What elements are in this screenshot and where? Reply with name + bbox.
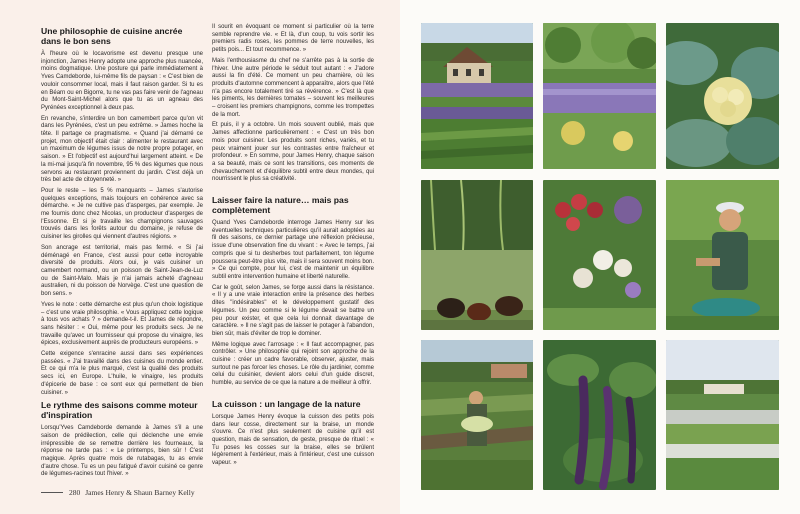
photo-radishes-harvest — [543, 180, 656, 330]
photo-purple-beans — [543, 340, 656, 490]
footer-rule — [41, 492, 63, 493]
section-heading: Le rythme des saisons comme moteur d'inspiration — [41, 400, 198, 421]
body-paragraph: Lorsqu'Yves Camdeborde demande à James s'il a une saison de prédilection, celle qui déclenche une envie irrépressible de se remettre derrière les fourneaux, la réponse ne tarde pas : « Le printemps, bien sûr ! C'est magique. Après quatre mois de rutabagas, tu as envie d'autre chose. Tu es un peu fatigué d'avoir cuisiné ce genre de légumes-racines tout l'hiver. » — [41, 425, 203, 478]
section-spacer — [212, 187, 374, 193]
photo-gardener-harvest — [421, 340, 533, 490]
section-heading: Une philosophie de cuisine ancrée dans le bon sens — [41, 26, 183, 46]
photo-gardener-portrait — [666, 180, 779, 330]
text-column-left — [41, 24, 203, 482]
body-paragraph: Pour le reste – les 5 % manquants – James s'autorise quelques exceptions, mais toujours en cohérence avec sa démarche. « Je ne cultive pas d'asperges, par exemple. Je me fournis donc chez Nicolas, un producteur d'asperges de l'Essonne. Et si je travaille les champignons sauvages trouvés dans les forêts autour du domaine, je refuse de cuisiner les girolles qui viennent d'autres régions. » — [41, 187, 203, 241]
section-heading: Laisser faire la nature… mais pas complètement — [212, 195, 349, 216]
page-footer — [41, 488, 195, 497]
body-paragraph: Son ancrage est territorial, mais pas fermé. « Si j'ai déménagé en France, c'est aussi pour cette incroyable diversité de produits. Alors oui, je vais cuisiner un camembert normand, ou un poisson de Saint-Jean-de-Luz ou de Saint-Malo. Mais je n'ai jamais acheté d'agneau australien, ni du poisson de Norvège. C'est une question de bon sens. » — [41, 244, 203, 298]
body-paragraph: Mais l'enthousiasme du chef ne s'arrête pas à la sortie de l'hiver. Une autre période le séduit tout autant : « J'adore aussi la fin d'été. Ce moment un peu charnière, où les produits d'automne commencent à apparaître, alors que l'été n'a pas encore totalement tiré sa révérence. » C'est là que les piments, les dernières tomates – souvent les meilleures – croisent les premiers champignons, comme les trompettes de la mort. — [212, 57, 374, 118]
body-paragraph: Yves le note : cette démarche est plus qu'un choix logistique – c'est une vraie philosophie. « Vous appliquez cette logique à tous vos achats ? » demande-t-il. Et James de répondre, sans hésiter : « Oui, même pour les produits secs. Je ne travaille qu'avec un fournisseur qui propose du vinaigre, les épices, exclusivement auprès de producteurs européens. » — [41, 301, 203, 347]
body-paragraph: Cette exigence s'enracine aussi dans ses expériences passées. « J'ai travaillé dans des cuisines du monde entier. Et ce qui m'a le plus marqué, c'est la qualité des produits secs ici, en Europe. L'huile, le vinaigre, les produits d'épicerie de base : ce sont eux qui permettent de bien cuisiner. » — [41, 351, 203, 396]
photo-chickens-meadow — [421, 180, 533, 330]
body-paragraph: Même logique avec l'arrosage : « Il faut accompagner, pas contrôler. » Une philosophie qui rejoint son approche de la cuisine : créer un cadre favorable, observer, ajuster, mais surtout ne pas forcer les choses. Le rôle du jardinier, comme celui du cuisinier, devient alors celui d'un guide discret, humble, au service de ce que la nature a de meilleur à offrir. — [212, 341, 374, 387]
body-paragraph: Il sourit en évoquant ce moment si particulier où la terre semble reprendre vie. « Et là, d'un coup, tu vois sortir les premiers radis roses, les pommes de terre nouvelles, les petits pois... Et tout recommence. » — [212, 24, 374, 54]
page-number: 280 — [69, 488, 81, 497]
body-paragraph: À l'heure où le locavorisme est devenu presque une injonction, James Henry adopte une approche plus nuancée, moins dogmatique. Une posture qui parle immédiatement à Yves Camdeborde, lui-même fils de paysan : « C'est bien de vouloir consommer local, mais il faut raison garder. Si tu es en Béarn ou en Bigorre, tu ne vas pas faire venir de l'agneau du Mont-Saint-Michel alors que tu as un agneau des Pyrénées exceptionnel à deux pas. — [41, 51, 203, 111]
photo-lavender-garden — [543, 23, 656, 169]
body-paragraph: Et puis, il y a octobre. Un mois souvent oublié, mais que James affectionne particulièrement : « C'est un très bon mois pour cuisiner. Les produits sont riches, variés, et tu peux vraiment jouer sur les contrastes entre fraîcheur et profondeur. » En somme, pour James Henry, chaque saison a sa beauté, mais ce sont les transitions, ces moments de chevauchement et d'équilibre subtil entre deux mondes, qui nourrissent le plus sa créativité. — [212, 122, 374, 183]
section-heading: La cuisson : un langage de la nature — [212, 398, 361, 409]
photo-page — [400, 0, 800, 514]
section-spacer — [212, 391, 374, 397]
photo-cauliflower-plant — [666, 23, 779, 169]
body-paragraph: Car le goût, selon James, se forge aussi dans la résistance. « Il y a une vraie interaction entre la présence des herbes dites "indésirables" et le développement gustatif des légumes. Un peu comme si le légume devait se battre un peu pour exister, et que cela lui donnait davantage de caractère. » Il ne s'agit pas de laisser le potager à l'abandon, bien sûr, mais d'éviter de trop le dominer. — [212, 284, 374, 337]
body-paragraph: En revanche, s'interdire un bon camembert parce qu'on vit dans les Pyrénées, c'est un peu extrême. » James hoche la tête. Il partage ce pragmatisme. « Quand j'ai démarré ce projet, mon objectif était clair : alimenter le restaurant avec un maximum de légumes issus de notre propre potager, en saison. » Et l'objectif est aujourd'hui largement atteint. « De la mi-mai jusqu'à fin novembre, 95 % des légumes que nous servons au restaurant proviennent du jardin. C'est déjà un très bel acte de citoyenneté. » — [41, 115, 203, 184]
footer-authors: James Henry & Shaun Barney Kelly — [85, 488, 195, 497]
photo-farmhouse-field — [421, 23, 533, 169]
photo-manor-garden — [666, 340, 779, 490]
body-paragraph: Quand Yves Camdeborde interroge James Henry sur les éventuelles techniques particulières qu'il aurait adoptées au fil des saisons, ce dernier partage une réflexion précieuse, issue d'une observation fine du vivant : « Avec le temps, j'ai compris que si tu desherbes tout parfaitement, ton légume poussera peut-être plus vite, mais il sera souvent moins bon. » Ce qui compte, pour lui, c'est de maintenir un équilibre subtil entre intervention humaine et liberté naturelle. — [212, 220, 374, 280]
body-paragraph: Lorsque James Henry évoque la cuisson des petits pois dans leur cosse, directement sur la braise, un monde s'ouvre. Ce n'est plus seulement de cuisine qu'il est question, mais de sensation, de geste, presque de rituel : « Tu poses les cosses sur la braise, elles se brûlent légèrement à l'extérieur, mais à l'intérieur, c'est une cuisson vapeur. » — [212, 413, 374, 467]
text-column-right — [212, 24, 374, 471]
